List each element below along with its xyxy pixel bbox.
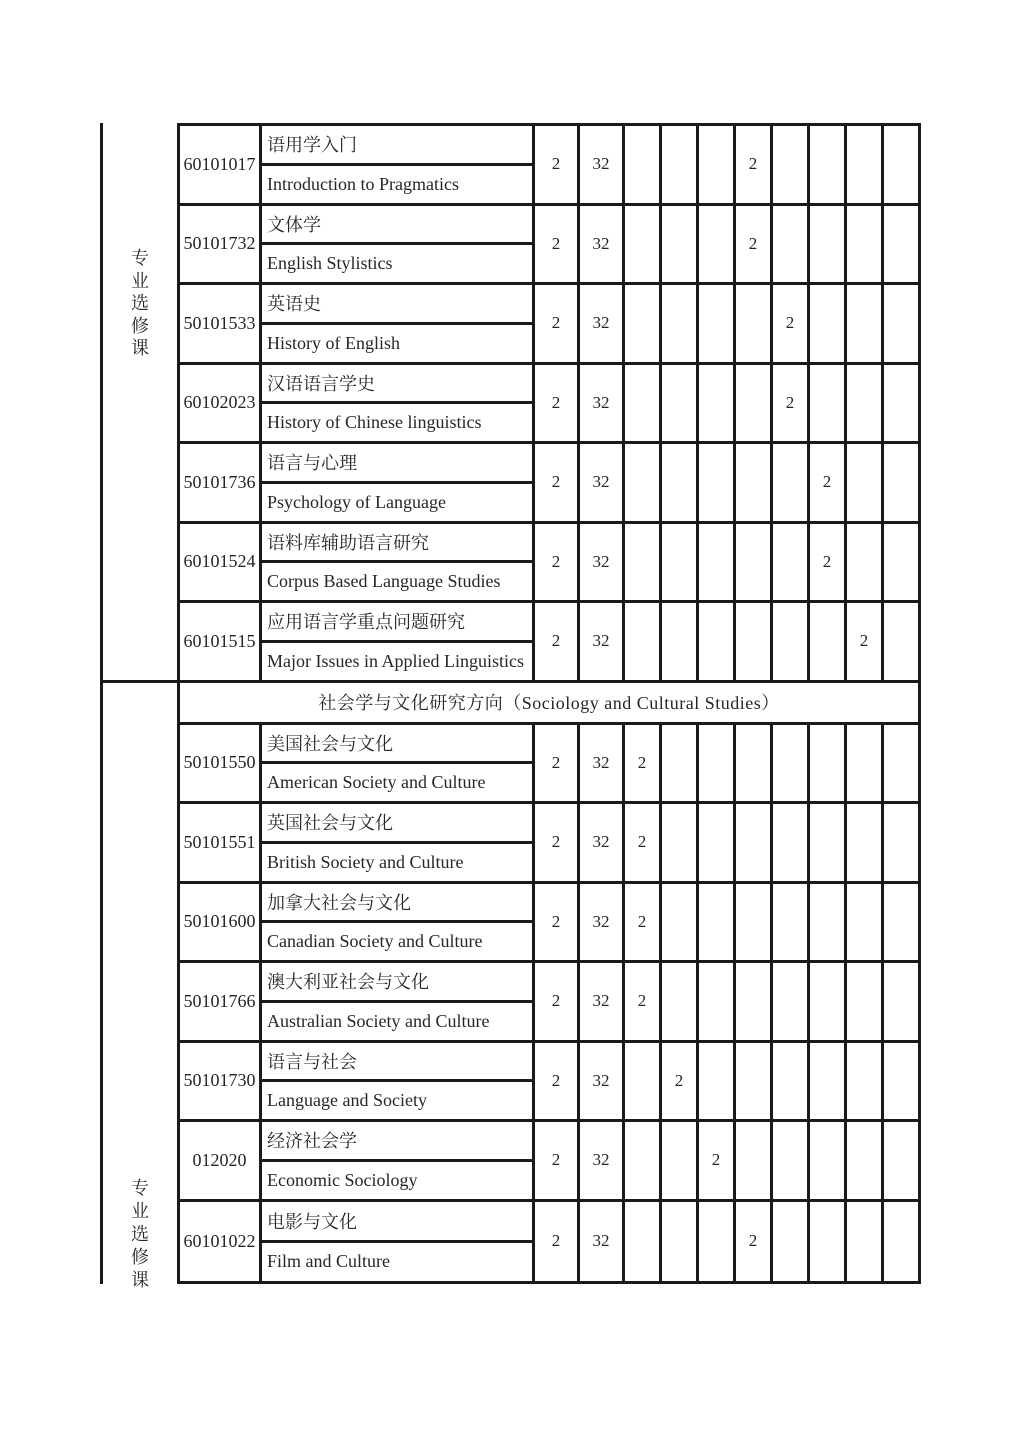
semester-cell-7 xyxy=(847,444,884,521)
semester-cell-7 xyxy=(847,126,884,203)
semester-cell-2 xyxy=(662,725,699,802)
category-label-char: 业 xyxy=(131,1200,149,1221)
semester-cell-6 xyxy=(810,963,847,1040)
semester-cell-5 xyxy=(773,804,810,881)
course-credits: 2 xyxy=(535,365,580,442)
category-label-char: 选 xyxy=(131,1223,149,1244)
semester-cell-5 xyxy=(773,444,810,521)
semester-cell-8 xyxy=(884,603,918,680)
course-name-zh: 美国社会与文化 xyxy=(262,725,532,765)
semester-cell-5 xyxy=(773,1122,810,1199)
course-code: 60102023 xyxy=(180,365,262,442)
semester-cell-3 xyxy=(699,804,736,881)
course-row xyxy=(180,603,918,683)
semester-cell-3 xyxy=(699,206,736,283)
course-credits: 2 xyxy=(535,963,580,1040)
course-row xyxy=(180,1043,918,1123)
semester-cell-4: 2 xyxy=(736,206,773,283)
course-hours: 32 xyxy=(580,884,625,961)
semester-cell-5 xyxy=(773,963,810,1040)
semester-cell-6 xyxy=(810,206,847,283)
semester-cell-1 xyxy=(625,1122,662,1199)
semester-cell-2 xyxy=(662,444,699,521)
course-credits: 2 xyxy=(535,444,580,521)
semester-cell-3 xyxy=(699,285,736,362)
course-code: 50101551 xyxy=(180,804,262,881)
course-name-zh: 应用语言学重点问题研究 xyxy=(262,603,532,643)
semester-cell-1: 2 xyxy=(625,725,662,802)
course-credits: 2 xyxy=(535,804,580,881)
course-row xyxy=(180,365,918,445)
course-code: 60101017 xyxy=(180,126,262,203)
category-label-char: 专 xyxy=(131,248,149,268)
course-hours: 32 xyxy=(580,1122,625,1199)
semester-cell-3 xyxy=(699,603,736,680)
semester-cell-2 xyxy=(662,804,699,881)
semester-cells xyxy=(625,725,918,802)
semester-cell-6 xyxy=(810,1043,847,1120)
semester-cells xyxy=(625,444,918,521)
semester-cell-6 xyxy=(810,725,847,802)
semester-cell-1 xyxy=(625,524,662,601)
semester-cell-5 xyxy=(773,524,810,601)
section-header-row xyxy=(180,683,918,725)
course-name-cell xyxy=(262,285,535,362)
semester-cell-1: 2 xyxy=(625,884,662,961)
course-name-en: Major Issues in Applied Linguistics xyxy=(267,650,524,671)
course-name-zh: 语用学入门 xyxy=(262,126,532,166)
course-name-cell xyxy=(262,444,535,521)
course-name-zh: 语言与心理 xyxy=(262,444,532,484)
course-row xyxy=(180,285,918,365)
category-label-bottom xyxy=(103,1177,177,1292)
semester-cells xyxy=(625,1202,918,1282)
category-label-char: 修 xyxy=(131,315,149,336)
section-applied-linguistics-rows xyxy=(180,126,918,683)
semester-cell-5: 2 xyxy=(773,365,810,442)
course-hours: 32 xyxy=(580,1202,625,1282)
semester-cell-7: 2 xyxy=(847,603,884,680)
course-credits: 2 xyxy=(535,884,580,961)
semester-cell-6 xyxy=(810,1122,847,1199)
course-name-en: Introduction to Pragmatics xyxy=(267,173,459,194)
semester-cell-5 xyxy=(773,206,810,283)
course-code: 50101736 xyxy=(180,444,262,521)
semester-cells xyxy=(625,126,918,203)
semester-cell-7 xyxy=(847,1122,884,1199)
category-cell-top xyxy=(103,123,177,683)
semester-cell-3 xyxy=(699,963,736,1040)
semester-cell-7 xyxy=(847,1043,884,1120)
semester-cell-5 xyxy=(773,126,810,203)
course-code: 50101600 xyxy=(180,884,262,961)
semester-cell-6 xyxy=(810,126,847,203)
semester-cell-7 xyxy=(847,884,884,961)
semester-cell-2 xyxy=(662,884,699,961)
course-credits: 2 xyxy=(535,206,580,283)
semester-cells xyxy=(625,524,918,601)
course-row xyxy=(180,884,918,964)
semester-cell-4 xyxy=(736,963,773,1040)
course-code: 50101730 xyxy=(180,1043,262,1120)
course-hours: 32 xyxy=(580,603,625,680)
semester-cell-7 xyxy=(847,206,884,283)
category-label-char: 专 xyxy=(131,1177,149,1198)
semester-cell-7 xyxy=(847,804,884,881)
category-label-char: 业 xyxy=(131,270,149,291)
semester-cell-8 xyxy=(884,1122,918,1199)
semester-cell-4 xyxy=(736,365,773,442)
course-name-en: Language and Society xyxy=(267,1090,427,1111)
semester-cell-8 xyxy=(884,285,918,362)
course-row xyxy=(180,1122,918,1202)
semester-cell-1 xyxy=(625,1202,662,1282)
semester-cell-4 xyxy=(736,285,773,362)
course-name-zh: 加拿大社会与文化 xyxy=(262,884,532,924)
course-name-en: History of English xyxy=(267,332,400,353)
semester-cell-2 xyxy=(662,365,699,442)
category-label-top xyxy=(103,247,177,360)
course-row xyxy=(180,725,918,805)
course-name-cell xyxy=(262,884,535,961)
course-name-en: Canadian Society and Culture xyxy=(267,931,483,952)
semester-cell-7 xyxy=(847,1202,884,1282)
course-name-zh: 英国社会与文化 xyxy=(262,804,532,844)
course-name-en: History of Chinese linguistics xyxy=(267,412,482,433)
course-row xyxy=(180,804,918,884)
semester-cell-1 xyxy=(625,285,662,362)
semester-cell-8 xyxy=(884,444,918,521)
course-name-zh: 汉语语言学史 xyxy=(262,365,532,405)
course-code: 012020 xyxy=(180,1122,262,1199)
course-hours: 32 xyxy=(580,524,625,601)
course-code: 50101550 xyxy=(180,725,262,802)
semester-cells xyxy=(625,1122,918,1199)
course-credits: 2 xyxy=(535,1122,580,1199)
semester-cell-8 xyxy=(884,804,918,881)
semester-cell-1: 2 xyxy=(625,963,662,1040)
course-name-cell xyxy=(262,524,535,601)
semester-cell-2 xyxy=(662,524,699,601)
semester-cell-1 xyxy=(625,444,662,521)
course-credits: 2 xyxy=(535,524,580,601)
semester-cells xyxy=(625,603,918,680)
course-credits: 2 xyxy=(535,285,580,362)
semester-cell-8 xyxy=(884,126,918,203)
semester-cell-5 xyxy=(773,1043,810,1120)
course-name-zh: 英语史 xyxy=(262,285,532,325)
semester-cell-1 xyxy=(625,603,662,680)
semester-cell-6 xyxy=(810,603,847,680)
semester-cell-6 xyxy=(810,285,847,362)
semester-cell-6: 2 xyxy=(810,444,847,521)
semester-cell-3 xyxy=(699,524,736,601)
course-credits: 2 xyxy=(535,1043,580,1120)
course-name-en: American Society and Culture xyxy=(267,772,486,793)
course-row xyxy=(180,444,918,524)
semester-cell-2 xyxy=(662,963,699,1040)
course-row xyxy=(180,1202,918,1282)
course-row xyxy=(180,206,918,286)
course-name-cell xyxy=(262,365,535,442)
semester-cell-3 xyxy=(699,444,736,521)
course-hours: 32 xyxy=(580,126,625,203)
semester-cell-8 xyxy=(884,963,918,1040)
semester-cell-2 xyxy=(662,1122,699,1199)
semester-cell-6 xyxy=(810,365,847,442)
semester-cells xyxy=(625,884,918,961)
course-hours: 32 xyxy=(580,963,625,1040)
semester-cell-4 xyxy=(736,1122,773,1199)
semester-cell-4 xyxy=(736,884,773,961)
semester-cell-1 xyxy=(625,365,662,442)
semester-cell-8 xyxy=(884,725,918,802)
semester-cell-4 xyxy=(736,725,773,802)
semester-cell-8 xyxy=(884,1202,918,1282)
course-name-zh: 语料库辅助语言研究 xyxy=(262,524,532,564)
course-name-en: Film and Culture xyxy=(267,1251,390,1272)
course-name-en: Psychology of Language xyxy=(267,491,446,512)
semester-cells xyxy=(625,206,918,283)
category-label-char: 课 xyxy=(131,338,149,358)
semester-cell-8 xyxy=(884,524,918,601)
semester-cell-2 xyxy=(662,603,699,680)
course-hours: 32 xyxy=(580,804,625,881)
semester-cell-4 xyxy=(736,603,773,680)
course-credits: 2 xyxy=(535,1202,580,1282)
course-name-zh: 文体学 xyxy=(262,206,532,246)
semester-cell-6 xyxy=(810,884,847,961)
course-name-zh: 语言与社会 xyxy=(262,1043,532,1083)
semester-cell-7 xyxy=(847,963,884,1040)
course-name-cell xyxy=(262,1202,535,1282)
course-name-cell xyxy=(262,725,535,802)
category-label-char: 课 xyxy=(131,1269,149,1290)
course-name-en: English Stylistics xyxy=(267,253,393,274)
semester-cell-2 xyxy=(662,206,699,283)
semester-cell-7 xyxy=(847,524,884,601)
course-credits: 2 xyxy=(535,603,580,680)
semester-cell-8 xyxy=(884,1043,918,1120)
course-name-cell xyxy=(262,963,535,1040)
course-grid xyxy=(177,123,921,1284)
course-hours: 32 xyxy=(580,1043,625,1120)
semester-cells xyxy=(625,1043,918,1120)
course-name-cell xyxy=(262,1122,535,1199)
semester-cell-4: 2 xyxy=(736,126,773,203)
semester-cell-5 xyxy=(773,725,810,802)
semester-cell-3 xyxy=(699,1043,736,1120)
course-code: 60101022 xyxy=(180,1202,262,1282)
semester-cell-5: 2 xyxy=(773,285,810,362)
semester-cell-6 xyxy=(810,1202,847,1282)
category-cell-bottom xyxy=(103,683,177,1290)
course-name-en: Corpus Based Language Studies xyxy=(267,571,501,592)
course-code: 60101515 xyxy=(180,603,262,680)
semester-cell-5 xyxy=(773,1202,810,1282)
semester-cells xyxy=(625,804,918,881)
semester-cell-3 xyxy=(699,884,736,961)
semester-cell-1 xyxy=(625,1043,662,1120)
course-code: 50101533 xyxy=(180,285,262,362)
course-name-zh: 电影与文化 xyxy=(262,1202,532,1243)
semester-cell-4 xyxy=(736,524,773,601)
course-row xyxy=(180,963,918,1043)
semester-cell-1: 2 xyxy=(625,804,662,881)
course-name-en: British Society and Culture xyxy=(267,851,464,872)
semester-cell-4 xyxy=(736,444,773,521)
section-header-text: 社会学与文化研究方向（Sociology and Cultural Studies） xyxy=(318,693,780,713)
course-code: 50101766 xyxy=(180,963,262,1040)
course-name-cell xyxy=(262,603,535,680)
course-hours: 32 xyxy=(580,365,625,442)
course-row xyxy=(180,524,918,604)
course-name-cell xyxy=(262,126,535,203)
semester-cell-4: 2 xyxy=(736,1202,773,1282)
course-name-cell xyxy=(262,804,535,881)
semester-cell-2 xyxy=(662,126,699,203)
semester-cell-3: 2 xyxy=(699,1122,736,1199)
semester-cell-8 xyxy=(884,884,918,961)
semester-cell-2 xyxy=(662,285,699,362)
course-name-cell xyxy=(262,1043,535,1120)
semester-cell-8 xyxy=(884,365,918,442)
semester-cell-2 xyxy=(662,1202,699,1282)
semester-cell-4 xyxy=(736,804,773,881)
course-name-cell xyxy=(262,206,535,283)
semester-cells xyxy=(625,963,918,1040)
course-credits: 2 xyxy=(535,126,580,203)
semester-cells xyxy=(625,285,918,362)
semester-cell-7 xyxy=(847,285,884,362)
category-label-char: 修 xyxy=(131,1246,149,1267)
semester-cell-3 xyxy=(699,725,736,802)
semester-cell-6: 2 xyxy=(810,524,847,601)
semester-cell-4 xyxy=(736,1043,773,1120)
course-hours: 32 xyxy=(580,285,625,362)
curriculum-table xyxy=(100,123,921,1290)
semester-cell-7 xyxy=(847,365,884,442)
semester-cells xyxy=(625,365,918,442)
semester-cell-1 xyxy=(625,206,662,283)
category-column xyxy=(100,123,177,1290)
course-hours: 32 xyxy=(580,444,625,521)
course-hours: 32 xyxy=(580,725,625,802)
semester-cell-5 xyxy=(773,884,810,961)
semester-cell-7 xyxy=(847,725,884,802)
semester-cell-3 xyxy=(699,365,736,442)
semester-cell-8 xyxy=(884,206,918,283)
section-sociology-rows xyxy=(180,725,918,1282)
semester-cell-2: 2 xyxy=(662,1043,699,1120)
category-label-char: 选 xyxy=(131,293,149,313)
course-name-zh: 经济社会学 xyxy=(262,1122,532,1162)
course-code: 50101732 xyxy=(180,206,262,283)
semester-cell-5 xyxy=(773,603,810,680)
course-row xyxy=(180,126,918,206)
course-name-en: Australian Society and Culture xyxy=(267,1010,490,1031)
semester-cell-3 xyxy=(699,126,736,203)
course-credits: 2 xyxy=(535,725,580,802)
semester-cell-3 xyxy=(699,1202,736,1282)
semester-cell-6 xyxy=(810,804,847,881)
course-code: 60101524 xyxy=(180,524,262,601)
course-name-zh: 澳大利亚社会与文化 xyxy=(262,963,532,1003)
semester-cell-1 xyxy=(625,126,662,203)
course-name-en: Economic Sociology xyxy=(267,1169,418,1190)
course-hours: 32 xyxy=(580,206,625,283)
